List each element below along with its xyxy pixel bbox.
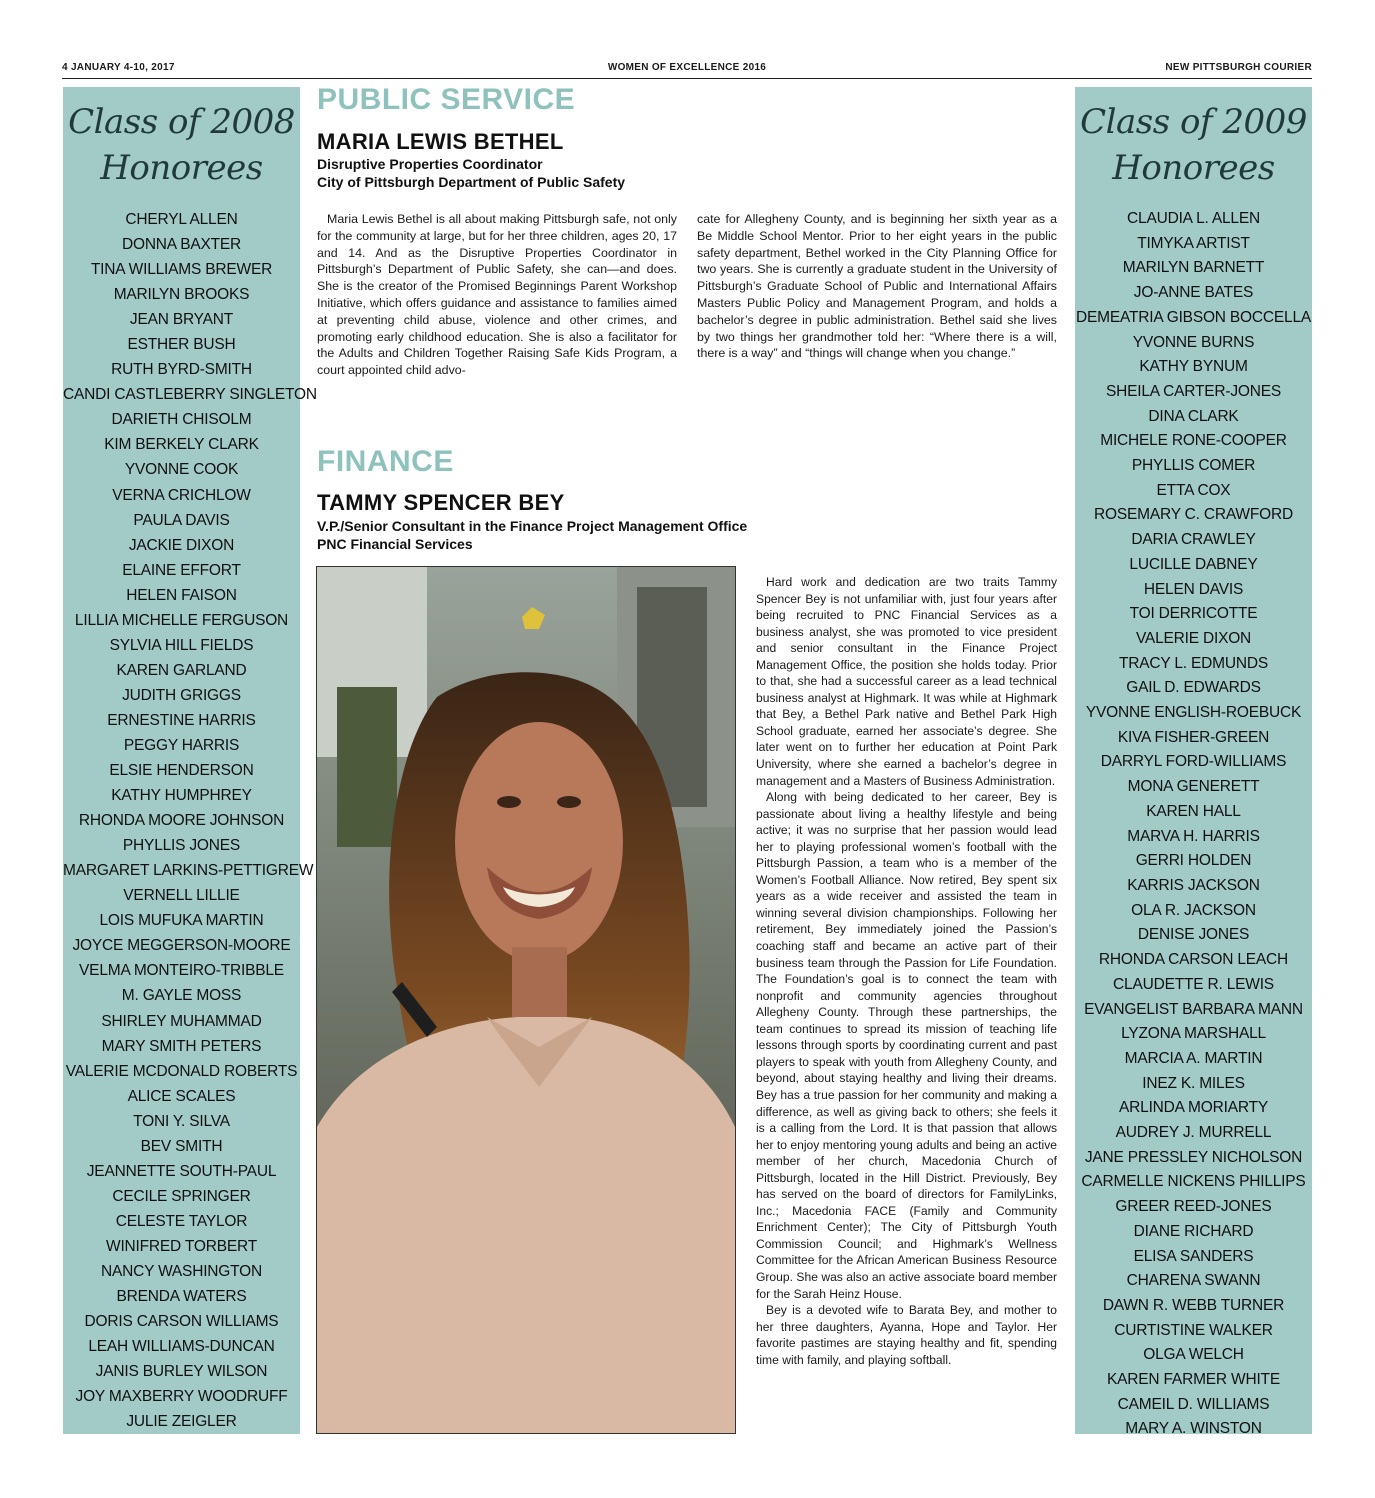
honoree-list-item: CELESTE TAYLOR (115, 1212, 248, 1230)
honoree-list-item: JOYCE MEGGERSON-MOORE (72, 937, 291, 955)
honoree-list-item: DINA CLARK (1148, 407, 1239, 425)
honoree-list-item: KATHY HUMPHREY (111, 787, 252, 805)
article-paragraph: Bey is a devoted wife to Barata Bey, and mother to her three daughters, Ayanna, Hope and Taylor. Her favorite pastimes are staying healthy and fit, spending time with family, and playing softball. (756, 1303, 1057, 1367)
honoree-list-item: LUCILLE DABNEY (1129, 555, 1258, 573)
honoree-name: MARIA LEWIS BETHEL (317, 129, 564, 154)
sidebar-subtitle: Honorees (100, 148, 263, 188)
honoree-list-item: DAWN R. WEBB TURNER (1102, 1296, 1285, 1314)
honoree-list-item: SHIRLEY MUHAMMAD (101, 1012, 262, 1030)
honoree-list-item: DARIETH CHISOLM (111, 411, 252, 429)
honoree-list-item: DARRYL FORD-WILLIAMS (1100, 753, 1287, 771)
honoree-list-item: LOIS MUFUKA MARTIN (99, 912, 264, 930)
honoree-list-item: JUDITH GRIGGS (122, 686, 241, 704)
class-2009-sidebar (1075, 87, 1312, 1438)
honoree-organization: City of Pittsburgh Department of Public Safety (317, 174, 626, 190)
honoree-list (63, 207, 317, 1434)
honoree-list-item: TOI DERRICOTTE (1129, 605, 1258, 623)
honoree-list-item: PEGGY HARRIS (123, 736, 240, 754)
honoree-list-item: JACKIE DIXON (128, 536, 235, 554)
honoree-list-item: JANE PRESSLEY NICHOLSON (1084, 1148, 1303, 1166)
honoree-list-item: JULIE ZEIGLER (126, 1413, 237, 1431)
article-column-finance (756, 574, 1057, 1368)
honoree-list-item: MARGARET LARKINS-PETTIGREW (63, 862, 314, 880)
honoree-list-item: SHEILA CARTER-JONES (1105, 382, 1282, 400)
honoree-title: Disruptive Properties Coordinator (317, 156, 543, 172)
honoree-list-item: ELSIE HENDERSON (109, 762, 254, 780)
sidebar-title: Class of 2008 (68, 102, 295, 142)
honoree-list-item: MARY SMITH PETERS (101, 1037, 262, 1055)
honoree-list-item: VELMA MONTEIRO-TRIBBLE (79, 962, 284, 980)
honoree-list-item: ALICE SCALES (127, 1087, 236, 1105)
honoree-list-item: GREER REED-JONES (1115, 1198, 1272, 1216)
honoree-list-item: GAIL D. EDWARDS (1126, 679, 1261, 697)
honoree-title: V.P./Senior Consultant in the Finance Project Management Office (317, 518, 748, 534)
honoree-list-item: TONI Y. SILVA (133, 1112, 230, 1130)
honoree-list-item: VALERIE DIXON (1135, 629, 1252, 647)
honoree-list-item: ARLINDA MORIARTY (1119, 1099, 1268, 1117)
honoree-list-item: CECILE SPRINGER (112, 1187, 251, 1205)
honoree-list-item: TINA WILLIAMS BREWER (90, 261, 273, 279)
honoree-organization: PNC Financial Services (317, 536, 473, 552)
honoree-list-item: MICHELE RONE-COOPER (1100, 432, 1287, 450)
article-column-1 (317, 211, 677, 379)
honoree-list-item: CHERYL ALLEN (125, 211, 238, 228)
honoree-list-item: DONNA BAXTER (121, 236, 242, 254)
sidebar-title: Class of 2009 (1080, 102, 1307, 142)
honoree-list-item: PHYLLIS COMER (1131, 457, 1256, 475)
honoree-list-item: KATHY BYNUM (1139, 358, 1248, 376)
honoree-list-item: BRENDA WATERS (116, 1288, 247, 1306)
honoree-list-item: YVONNE BURNS (1132, 333, 1255, 351)
honoree-list-item: EVANGELIST BARBARA MANN (1084, 1000, 1303, 1018)
article-paragraph: Maria Lewis Bethel is all about making Pittsburgh safe, not only for the community at large, but for her three children, ages 20, 17 and 14. And as the Disruptive Properties Coordinator in Pittsburgh’s Department of Public Safety, she can—and does. She is the creator of the Promised Beginnings Parent Workshop Initiative, which offers guidance and assistance to families aimed at preventing child abuse, violence and other crimes, and promoting early childhood education. She is also a facilitator for the Adults and Children Together Raising Safe Kids Program, a court appointed child advo- (317, 212, 677, 378)
section-heading-public-service: PUBLIC SERVICE (317, 83, 576, 116)
article-paragraph: Along with being dedicated to her career, Bey is passionate about living a healthy lifestyle and being active; it was no surprise that her passion would lead her to playing professional women’s football with the Pittsburgh Passion, a team who is a member of the Women’s Football Alliance. Now retired, Bey spent six years as a wide receiver and assisted the team in winning several division championships. Following her retirement, Bey immediately joined the Passion’s coaching staff and became an active part of their business team through the Passion for Life Foundation. The Foundation’s goal is to connect the team with nonprofit and community agencies throughout Allegheny County. Through these partnerships, the team continues to spread its mission of teaching life lessons through sports by coordinating current and past players to speak with youth from Allegheny County, and beyond, about staying healthy and living their dreams. Bey has a true passion for her community and making a difference, as well as giving back to others; she feels it is a calling from the Lord. It is that passion that allows her to enjoy mentoring young adults and being an active member of her church, Macedonia Church of Pittsburgh, located in the Hill District. Previously, Bey has served on the board of directors for FamilyLinks, Inc.; Macedonia FACE (Family and Community Enrichment Center); The City of Pittsburgh Youth Commission Council; and Highmark’s Wellness Committee for the African American Business Resource Group. She was also an active associate board member for the Sarah Heinz House. (756, 790, 1057, 1301)
honoree-list-item: YVONNE ENGLISH-ROEBUCK (1085, 704, 1302, 722)
honoree-list-item: DORIS CARSON WILLIAMS (84, 1313, 279, 1331)
honoree-list-item: ELISA SANDERS (1133, 1247, 1254, 1265)
honoree-list-item: RHONDA CARSON LEACH (1098, 951, 1289, 969)
honoree-list-item: ETTA COX (1156, 481, 1231, 499)
masthead (62, 62, 1312, 78)
honoree-list-item: ROSEMARY C. CRAWFORD (1094, 506, 1293, 524)
honoree-list-item: CHARENA SWANN (1126, 1272, 1261, 1290)
article-paragraph: cate for Allegheny County, and is beginning her sixth year as a Be Middle School Mentor. Prior to her eight years in the public safety department, Bethel worked in the City Planning Office for two years. She is currently a graduate student in the University of Pittsburgh’s Graduate School of Public and International Affairs Masters Public Policy and Management Program, and holds a bachelor’s degree in public administration. Bethel said she lives by two things her grandmother told her: “Where there is a will, there is a way” and “things will change when you change.” (697, 212, 1057, 361)
honoree-list-item: M. GAYLE MOSS (121, 987, 242, 1005)
honoree-list-item: KIM BERKELY CLARK (104, 436, 259, 454)
honoree-list-item: HELEN DAVIS (1143, 580, 1244, 598)
honoree-list-item: MONA GENERETT (1127, 778, 1260, 796)
honoree-list-item: JEAN BRYANT (129, 311, 234, 329)
honoree-list-item: ESTHER BUSH (127, 336, 236, 354)
honoree-list-item: DIANE RICHARD (1133, 1222, 1254, 1240)
honoree-list-item: MARILYN BARNETT (1122, 259, 1265, 277)
honoree-list-item: VERNA CRICHLOW (112, 486, 251, 504)
honoree-list-item: TIMYKA ARTIST (1137, 234, 1250, 252)
honoree-list-item: YVONNE COOK (124, 461, 239, 479)
article-column-2 (697, 211, 1057, 362)
honoree-list-item: MARVA H. HARRIS (1127, 827, 1260, 845)
honoree-list-item: SYLVIA HILL FIELDS (109, 636, 254, 654)
honoree-list-item: DENISE JONES (1137, 926, 1250, 944)
honoree-list-item: JANIS BURLEY WILSON (95, 1363, 268, 1381)
honoree-list-item: PAULA DAVIS (133, 511, 230, 529)
honoree-list-item: NANCY WASHINGTON (100, 1262, 262, 1280)
honoree-list-item: CLAUDIA L. ALLEN (1127, 210, 1260, 227)
honoree-list-item: INEZ K. MILES (1142, 1074, 1245, 1092)
honoree-list-item: TRACY L. EDMUNDS (1119, 654, 1268, 672)
honoree-list-item: CURTISTINE WALKER (1114, 1321, 1273, 1339)
honoree-list-item: JO-ANNE BATES (1133, 284, 1254, 302)
masthead-publication: NEW PITTSBURGH COURIER (1165, 62, 1312, 73)
honoree-list-item: JOY MAXBERRY WOODRUFF (75, 1388, 288, 1406)
honoree-list-item: VERNELL LILLIE (123, 887, 240, 905)
honoree-list-item: CAMEIL D. WILLIAMS (1117, 1395, 1270, 1413)
honoree-list-item: CLAUDETTE R. LEWIS (1113, 975, 1274, 993)
honoree-list-item: AUDREY J. MURRELL (1115, 1124, 1272, 1142)
masthead-date: 4 JANUARY 4-10, 2017 (62, 62, 175, 73)
honoree-list-item: VALERIE MCDONALD ROBERTS (65, 1062, 298, 1080)
honoree-list-item: LEAH WILLIAMS-DUNCAN (88, 1338, 275, 1356)
honoree-list-item: OLGA WELCH (1143, 1346, 1244, 1364)
honoree-list-item: RHONDA MOORE JOHNSON (78, 812, 285, 830)
honoree-list-item: MARILYN BROOKS (113, 286, 250, 304)
honoree-list-item: DEMEATRIA GIBSON BOCCELLA (1075, 308, 1312, 326)
section-heading-finance: FINANCE (317, 445, 454, 478)
honoree-list-item: RUTH BYRD-SMITH (111, 361, 252, 379)
honoree-list-item: KIVA FISHER-GREEN (1117, 728, 1270, 746)
honoree-list-item: KAREN GARLAND (116, 661, 247, 679)
honoree-list-item: DARIA CRAWLEY (1131, 531, 1256, 549)
honoree-list-item: HELEN FAISON (126, 586, 237, 604)
honoree-list-item: LYZONA MARSHALL (1121, 1025, 1266, 1043)
honoree-list-item: CANDI CASTLEBERRY SINGLETON (63, 386, 317, 404)
honoree-list-item: BEV SMITH (140, 1137, 223, 1155)
honoree-list-item: OLA R. JACKSON (1131, 901, 1256, 919)
honoree-list-item: PHYLLIS JONES (122, 837, 241, 855)
honoree-list-item: ELAINE EFFORT (122, 561, 241, 579)
honoree-list (1075, 207, 1312, 1442)
masthead-rule (62, 78, 1312, 79)
honoree-list-item: KARRIS JACKSON (1127, 876, 1260, 894)
honoree-list-item: GERRI HOLDEN (1135, 852, 1252, 870)
honoree-list-item: LILLIA MICHELLE FERGUSON (74, 611, 289, 629)
masthead-section: WOMEN OF EXCELLENCE 2016 (607, 62, 767, 73)
honoree-photo (316, 566, 736, 1434)
honoree-list-item: CARMELLE NICKENS PHILLIPS (1081, 1173, 1306, 1191)
honoree-list-item: JEANNETTE SOUTH-PAUL (86, 1162, 277, 1180)
honoree-name: TAMMY SPENCER BEY (317, 490, 565, 515)
honoree-list-item: KAREN FARMER WHITE (1107, 1371, 1280, 1389)
article-paragraph: Hard work and dedication are two traits Tammy Spencer Bey is not unfamiliar with, just four years after being recruited to PNC Financial Services as a business analyst, she was promoted to vice president and senior consultant in the Finance Project Management Office, the position she holds today. Prior to that, she had a successful career as a lead technical business analyst at Highmark. It was while at Highmark that Bey, a Bethel Park native and Bethel Park High School graduate, earned her associate’s degree. She later went on to further her education at Point Park University, where she earned a bachelor’s degree in management and a Masters of Business Administration. (756, 575, 1057, 788)
honoree-list-item: WINIFRED TORBERT (106, 1237, 257, 1255)
honoree-list-item: MARCIA A. MARTIN (1124, 1049, 1263, 1067)
class-2008-sidebar (63, 87, 317, 1434)
honoree-list-item: KAREN HALL (1146, 802, 1241, 820)
honoree-list-item: ERNESTINE HARRIS (107, 711, 256, 729)
sidebar-subtitle: Honorees (1112, 148, 1275, 188)
honoree-list-item: MARY A. WINSTON (1125, 1420, 1262, 1438)
